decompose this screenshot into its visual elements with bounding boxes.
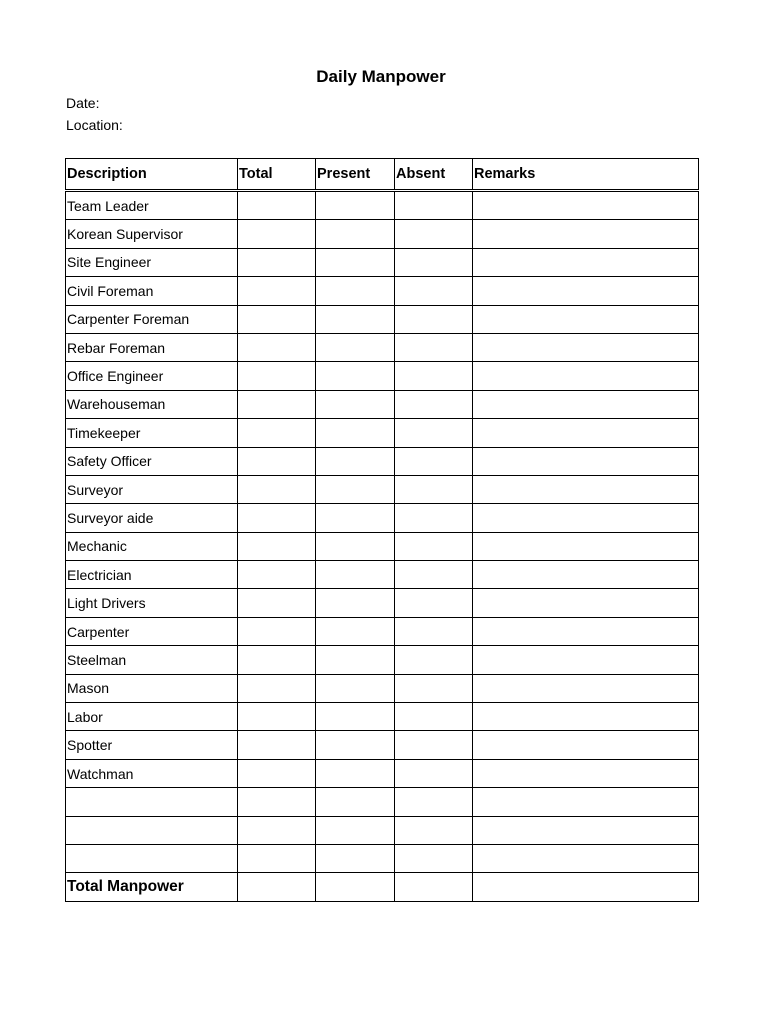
table-row	[66, 844, 699, 872]
present-cell	[316, 248, 395, 276]
total-cell	[238, 759, 316, 787]
present-cell	[316, 475, 395, 503]
absent-cell	[395, 617, 473, 645]
description-cell: Surveyor	[66, 475, 238, 503]
table-row	[66, 248, 699, 276]
table-row	[66, 305, 699, 333]
description-cell: Surveyor aide	[66, 504, 238, 532]
present-cell	[316, 561, 395, 589]
present-cell	[316, 759, 395, 787]
description-cell: Site Engineer	[66, 248, 238, 276]
total-cell	[238, 561, 316, 589]
total-cell	[238, 788, 316, 816]
total-cell	[238, 248, 316, 276]
total-cell	[238, 816, 316, 844]
remarks-cell	[473, 731, 699, 759]
description-cell: Office Engineer	[66, 362, 238, 390]
table-row	[66, 447, 699, 475]
description-cell: Civil Foreman	[66, 277, 238, 305]
present-cell	[316, 419, 395, 447]
absent-cell	[395, 759, 473, 787]
table-header-row	[66, 159, 699, 191]
table-row	[66, 504, 699, 532]
description-cell: Mechanic	[66, 532, 238, 560]
present-cell	[316, 674, 395, 702]
remarks-cell	[473, 390, 699, 418]
present-cell	[316, 532, 395, 560]
remarks-cell	[473, 447, 699, 475]
absent-cell	[395, 390, 473, 418]
absent-cell	[395, 788, 473, 816]
description-cell: Rebar Foreman	[66, 333, 238, 361]
remarks-cell	[473, 844, 699, 872]
total-cell	[238, 447, 316, 475]
column-header-remarks: Remarks	[473, 159, 699, 191]
present-cell	[316, 277, 395, 305]
table-row	[66, 191, 699, 220]
total-cell	[238, 646, 316, 674]
total-cell	[238, 674, 316, 702]
absent-cell	[395, 589, 473, 617]
absent-cell	[395, 532, 473, 560]
present-cell	[316, 589, 395, 617]
description-cell: Timekeeper	[66, 419, 238, 447]
table-row	[66, 759, 699, 787]
absent-cell	[395, 561, 473, 589]
table-row	[66, 617, 699, 645]
present-cell	[316, 617, 395, 645]
total-cell	[238, 220, 316, 248]
table-row	[66, 703, 699, 731]
column-header-present: Present	[316, 159, 395, 191]
table-row	[66, 419, 699, 447]
absent-cell	[395, 305, 473, 333]
total-cell	[238, 703, 316, 731]
present-cell	[316, 220, 395, 248]
total-cell	[238, 390, 316, 418]
absent-cell	[395, 220, 473, 248]
total-cell	[238, 362, 316, 390]
remarks-cell	[473, 362, 699, 390]
remarks-cell	[473, 305, 699, 333]
column-header-description: Description	[66, 159, 238, 191]
description-cell	[66, 844, 238, 872]
total-cell	[238, 419, 316, 447]
page-title: Daily Manpower	[316, 67, 446, 86]
table-row	[66, 333, 699, 361]
remarks-cell	[473, 561, 699, 589]
table-row	[66, 589, 699, 617]
remarks-cell	[473, 532, 699, 560]
table-row	[66, 532, 699, 560]
absent-cell	[395, 703, 473, 731]
present-cell	[316, 788, 395, 816]
total-cell	[238, 504, 316, 532]
description-cell: Korean Supervisor	[66, 220, 238, 248]
remarks-cell	[473, 788, 699, 816]
total-cell	[238, 191, 316, 220]
present-cell	[316, 447, 395, 475]
description-cell: Steelman	[66, 646, 238, 674]
present-cell	[316, 362, 395, 390]
present-cell	[316, 873, 395, 901]
absent-cell	[395, 504, 473, 532]
absent-cell	[395, 475, 473, 503]
total-cell	[238, 844, 316, 872]
remarks-cell	[473, 589, 699, 617]
table-row	[66, 674, 699, 702]
table-row	[66, 561, 699, 589]
total-cell	[238, 731, 316, 759]
description-cell	[66, 816, 238, 844]
description-cell: Total Manpower	[66, 873, 238, 901]
present-cell	[316, 731, 395, 759]
description-cell: Mason	[66, 674, 238, 702]
remarks-cell	[473, 191, 699, 220]
total-row	[66, 873, 699, 901]
description-cell: Watchman	[66, 759, 238, 787]
absent-cell	[395, 447, 473, 475]
absent-cell	[395, 731, 473, 759]
description-cell: Light Drivers	[66, 589, 238, 617]
absent-cell	[395, 844, 473, 872]
present-cell	[316, 703, 395, 731]
location-label: Location:	[66, 117, 123, 133]
description-cell: Team Leader	[66, 191, 238, 220]
present-cell	[316, 191, 395, 220]
manpower-table	[65, 158, 699, 902]
total-cell	[238, 532, 316, 560]
column-header-absent: Absent	[395, 159, 473, 191]
table-body	[66, 191, 699, 902]
table-row	[66, 788, 699, 816]
remarks-cell	[473, 703, 699, 731]
table-row	[66, 731, 699, 759]
remarks-cell	[473, 646, 699, 674]
remarks-cell	[473, 504, 699, 532]
absent-cell	[395, 674, 473, 702]
present-cell	[316, 816, 395, 844]
present-cell	[316, 305, 395, 333]
total-cell	[238, 305, 316, 333]
absent-cell	[395, 333, 473, 361]
absent-cell	[395, 646, 473, 674]
remarks-cell	[473, 674, 699, 702]
remarks-cell	[473, 277, 699, 305]
remarks-cell	[473, 475, 699, 503]
total-cell	[238, 333, 316, 361]
description-cell: Carpenter	[66, 617, 238, 645]
present-cell	[316, 390, 395, 418]
remarks-cell	[473, 220, 699, 248]
absent-cell	[395, 816, 473, 844]
present-cell	[316, 504, 395, 532]
description-cell: Labor	[66, 703, 238, 731]
absent-cell	[395, 191, 473, 220]
table-row	[66, 220, 699, 248]
remarks-cell	[473, 873, 699, 901]
column-header-total: Total	[238, 159, 316, 191]
remarks-cell	[473, 248, 699, 276]
date-label: Date:	[66, 95, 100, 111]
absent-cell	[395, 873, 473, 901]
description-cell: Carpenter Foreman	[66, 305, 238, 333]
present-cell	[316, 333, 395, 361]
description-cell: Electrician	[66, 561, 238, 589]
total-cell	[238, 277, 316, 305]
table-row	[66, 646, 699, 674]
remarks-cell	[473, 617, 699, 645]
table-row	[66, 362, 699, 390]
description-cell: Safety Officer	[66, 447, 238, 475]
remarks-cell	[473, 759, 699, 787]
total-cell	[238, 475, 316, 503]
absent-cell	[395, 362, 473, 390]
table-row	[66, 816, 699, 844]
present-cell	[316, 844, 395, 872]
absent-cell	[395, 277, 473, 305]
total-cell	[238, 873, 316, 901]
remarks-cell	[473, 419, 699, 447]
total-cell	[238, 589, 316, 617]
total-cell	[238, 617, 316, 645]
table-row	[66, 277, 699, 305]
remarks-cell	[473, 816, 699, 844]
description-cell	[66, 788, 238, 816]
table-row	[66, 475, 699, 503]
present-cell	[316, 646, 395, 674]
absent-cell	[395, 248, 473, 276]
description-cell: Spotter	[66, 731, 238, 759]
absent-cell	[395, 419, 473, 447]
description-cell: Warehouseman	[66, 390, 238, 418]
remarks-cell	[473, 333, 699, 361]
table-row	[66, 390, 699, 418]
